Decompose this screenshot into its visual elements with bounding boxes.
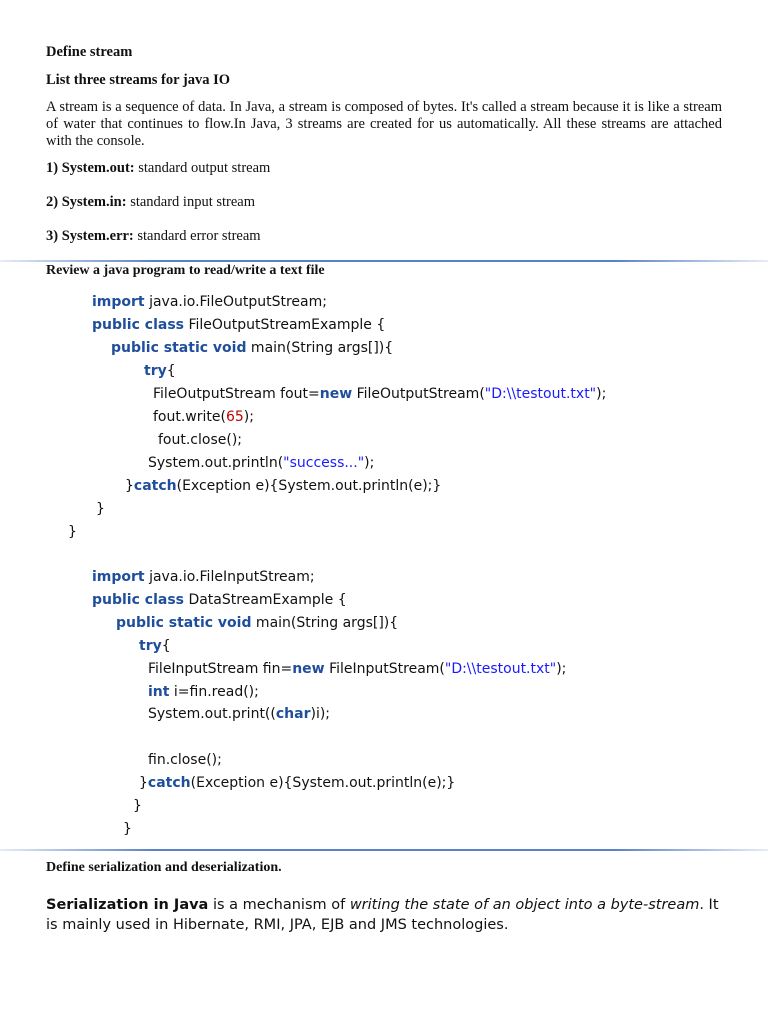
heading-define-stream: Define stream — [46, 44, 133, 60]
stream-desc: standard input stream — [130, 194, 256, 210]
code-line: System.out.print((char)i); — [148, 706, 331, 722]
code-line: FileOutputStream fout=new FileOutputStream("D:\\testout.txt"); — [153, 386, 607, 402]
stream-desc: standard error stream — [137, 228, 261, 244]
heading-review-program: Review a java program to read/write a text file — [46, 263, 325, 278]
heading-define-serialization: Define serialization and deserialization. — [46, 860, 282, 875]
code-line: fin.close(); — [148, 752, 222, 768]
code-line: System.out.println("success..."); — [148, 455, 375, 471]
code-line: fout.close(); — [158, 432, 243, 448]
code-line: } — [133, 798, 142, 814]
divider-1 — [0, 260, 768, 262]
stream-paragraph: A stream is a sequence of data. In Java, a stream is composed of bytes. It's called a stream because it is like a stream of water that continues to flow.In Java, 3 streams are created for us automatically. All these streams are attached with the console. — [46, 99, 722, 149]
code-line: } — [96, 501, 105, 517]
serialization-paragraph: Serialization in Java is a mechanism of writing the state of an object into a byte-stream. It is mainly used in Hibernate, RMI, JPA, EJB and JMS technologies. — [46, 897, 719, 933]
stream-label: 2) System.in: — [46, 194, 127, 210]
stream-item-out — [46, 160, 270, 177]
code-line: import java.io.FileOutputStream; — [92, 294, 327, 310]
stream-label: 1) System.out: — [46, 160, 135, 176]
code-line: public class DataStreamExample { — [92, 592, 347, 608]
divider-2 — [0, 849, 768, 851]
serialization-term: Serialization in Java — [46, 897, 209, 913]
heading-list-streams: List three streams for java IO — [46, 72, 231, 88]
code-line: int i=fin.read(); — [148, 684, 259, 700]
stream-item-err — [46, 228, 261, 245]
code-line: import java.io.FileInputStream; — [92, 569, 315, 585]
serialization-definition: writing the state of an object into a byte-stream — [349, 897, 700, 913]
stream-label: 3) System.err: — [46, 228, 134, 244]
code-line: } — [123, 821, 132, 837]
code-line: }catch(Exception e){System.out.println(e);} — [139, 775, 456, 791]
stream-desc: standard output stream — [138, 160, 271, 176]
code-line: } — [68, 524, 77, 540]
code-line: public static void main(String args[]){ — [111, 340, 394, 356]
code-line: FileInputStream fin=new FileInputStream("D:\\testout.txt"); — [148, 661, 567, 677]
code-line: public class FileOutputStreamExample { — [92, 317, 386, 333]
code-line: try{ — [139, 638, 171, 654]
code-line: }catch(Exception e){System.out.println(e);} — [125, 478, 442, 494]
code-line: try{ — [144, 363, 176, 379]
code-line: fout.write(65); — [153, 409, 254, 425]
stream-item-in — [46, 194, 255, 211]
code-line: public static void main(String args[]){ — [116, 615, 399, 631]
